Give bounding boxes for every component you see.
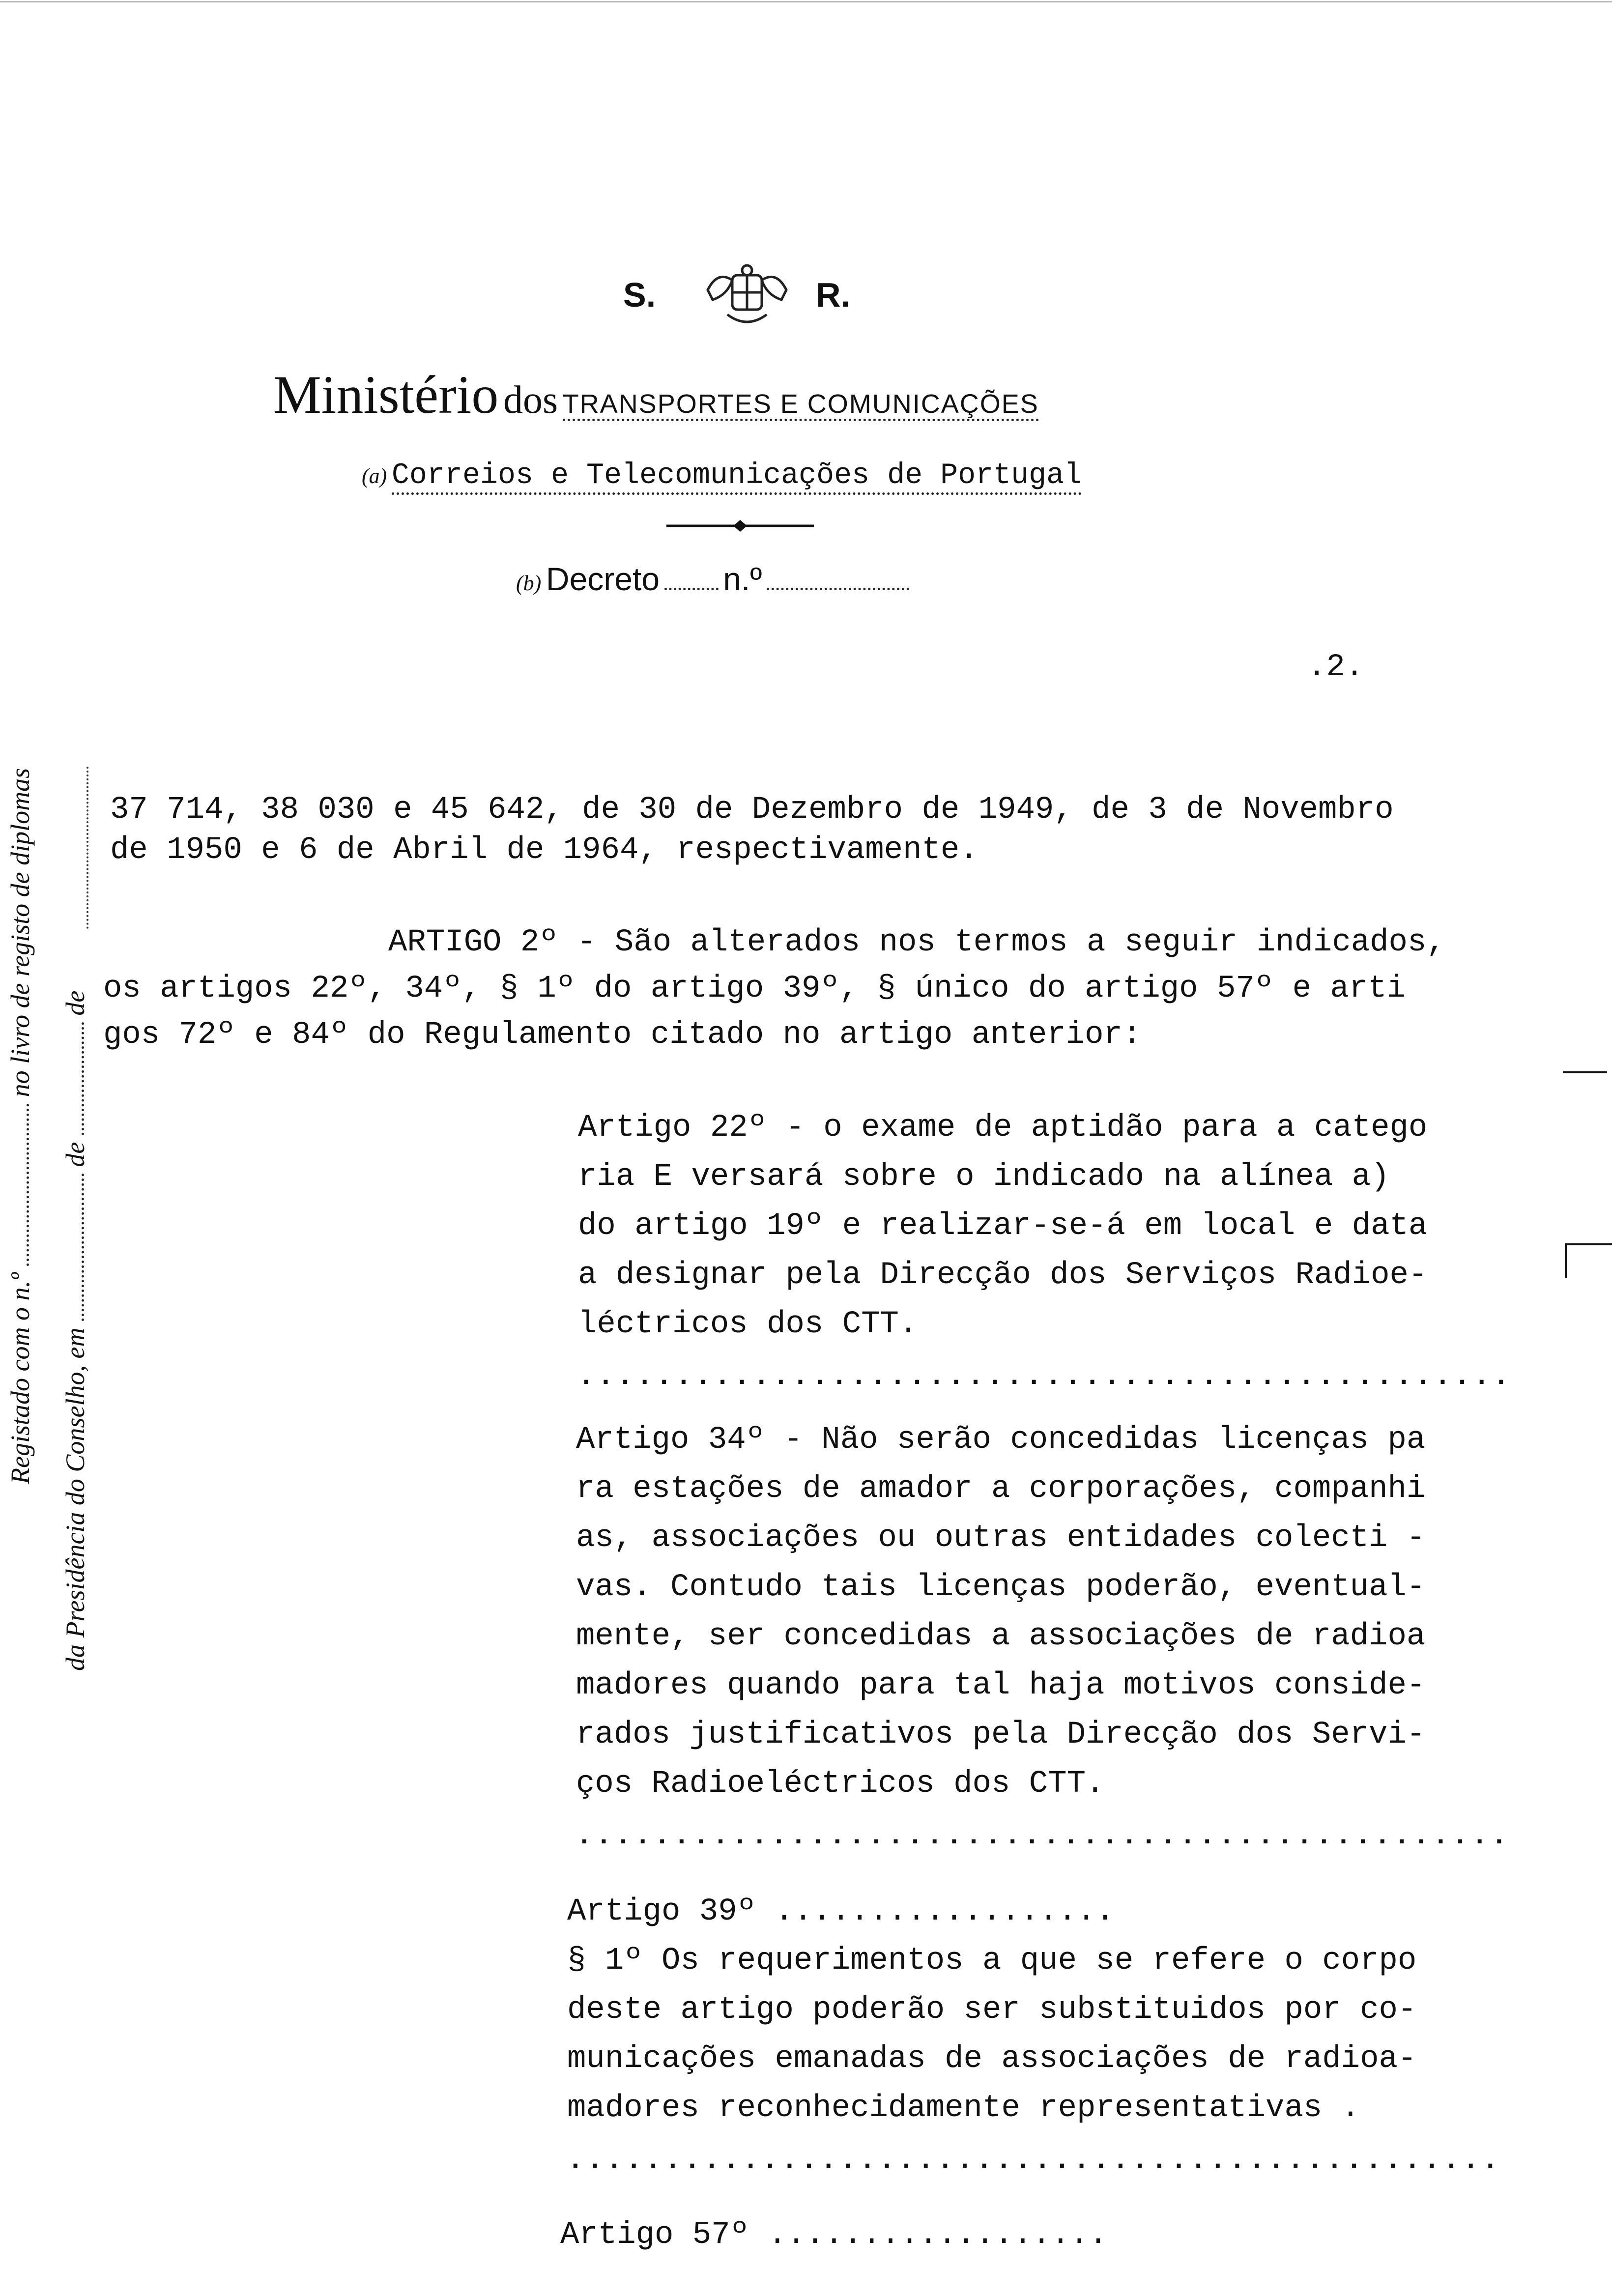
ornament-divider <box>666 516 814 536</box>
margin-rule <box>86 767 88 929</box>
intro-line: 37 714, 38 030 e 45 642, de 30 de Dezembro de 1949, de 3 de Novembro <box>110 792 1394 828</box>
artigo2-paragraph <box>103 919 1445 1059</box>
numero-label: n.º <box>723 561 762 597</box>
header-s-letter: S. <box>623 276 656 314</box>
header-r-letter: R. <box>816 276 850 314</box>
artigo2-line: gos 72º e 84º do Regulamento citado no artigo anterior: <box>103 1017 1142 1053</box>
artigo22-line: ria E versará sobre o indicado na alínea a) <box>578 1159 1390 1195</box>
artigo34-line: madores quando para tal haja motivos conside- <box>576 1668 1426 1703</box>
artigo34-block <box>576 1415 1510 1861</box>
artigo34-line: mente, ser concedidas a associações de radioa <box>576 1619 1426 1654</box>
margin-blank-3 <box>67 1022 84 1135</box>
artigo34-line: as, associações ou outras entidades colecti - <box>576 1521 1426 1556</box>
artigo39-line: deste artigo poderão ser substituidos por co- <box>567 1992 1417 2028</box>
page-number: .2. <box>1307 650 1364 685</box>
dotted-separator: ................................................ <box>576 1820 1511 1852</box>
entity-name: Correios e Telecomunicações de Portugal <box>392 459 1082 495</box>
marker-b: (b) <box>516 571 542 595</box>
artigo39-line: municações emanadas de associações de radioa- <box>567 2041 1417 2077</box>
fold-mark <box>1565 1243 1567 1278</box>
coat-of-arms-icon <box>698 260 796 334</box>
fold-mark <box>1565 1243 1612 1245</box>
artigo34-line: Artigo 34º - Não serão concedidas licenças pa <box>576 1422 1426 1458</box>
margin-blank-2 <box>67 1174 84 1321</box>
artigo22-line: do artigo 19º e realizar-se-á em local e data <box>578 1208 1428 1244</box>
margin-line1b: no livro de registo de diplomas <box>5 768 35 1097</box>
entity-line <box>362 452 1082 499</box>
margin-blank-1 <box>12 1104 29 1266</box>
artigo39-block <box>567 1887 1501 2185</box>
decreto-line <box>516 560 909 598</box>
artigo39-line: § 1º Os requerimentos a que se refere o corpo <box>567 1943 1417 1979</box>
top-border <box>0 1 1612 2</box>
artigo22-line: léctricos dos CTT. <box>578 1307 918 1342</box>
ministerio-prefix: dos <box>503 378 558 422</box>
decreto-label: Decreto <box>546 561 660 597</box>
margin-line2b: de <box>60 1142 90 1167</box>
intro-paragraph <box>110 786 1394 874</box>
artigo34-line: vas. Contudo tais licenças poderão, eventual- <box>576 1570 1426 1605</box>
artigo22-line: a designar pela Direcção dos Serviços Radioe- <box>578 1258 1428 1293</box>
artigo22-block <box>578 1103 1512 1401</box>
artigo57-heading: Artigo 57º .................. <box>560 2217 1108 2253</box>
decreto-blank <box>664 563 719 590</box>
numero-blank <box>767 563 909 590</box>
margin-line1: Registado com o n.º <box>5 1272 35 1484</box>
artigo2-line: ARTIGO 2º - São alterados nos termos a seguir indicados, <box>388 925 1445 960</box>
margin-line2c: de <box>60 990 90 1016</box>
artigo39-line: madores reconhecidamente representativas . <box>567 2091 1360 2126</box>
artigo39-heading: Artigo 39º .................. <box>567 1894 1115 1929</box>
intro-line: de 1950 e 6 de Abril de 1964, respectivamente. <box>110 832 979 868</box>
artigo34-line: rados justificativos pela Direcção dos Servi- <box>576 1717 1426 1752</box>
marker-a: (a) <box>362 464 387 488</box>
ministerio-name: TRANSPORTES E COMUNICAÇÕES <box>563 389 1039 421</box>
margin-registado <box>5 768 35 1484</box>
artigo34-line: ra estações de amador a corporações, companhi <box>576 1471 1426 1507</box>
fold-mark <box>1563 1071 1607 1073</box>
artigo22-line: Artigo 22º - o exame de aptidão para a catego <box>578 1110 1428 1146</box>
margin-presidencia <box>60 991 90 1671</box>
artigo2-line: os artigos 22º, 34º, § 1º do artigo 39º, § único do artigo 57º e arti <box>103 971 1406 1006</box>
ministerio-title <box>273 364 1039 426</box>
artigo34-line: ços Radioeléctricos dos CTT. <box>576 1766 1105 1802</box>
dotted-separator: ................................................ <box>567 2145 1502 2176</box>
dotted-separator: ................................................ <box>578 1361 1513 1392</box>
ministerio-label: Ministério <box>273 365 499 425</box>
margin-line2: da Presidência do Conselho, em <box>60 1327 90 1671</box>
